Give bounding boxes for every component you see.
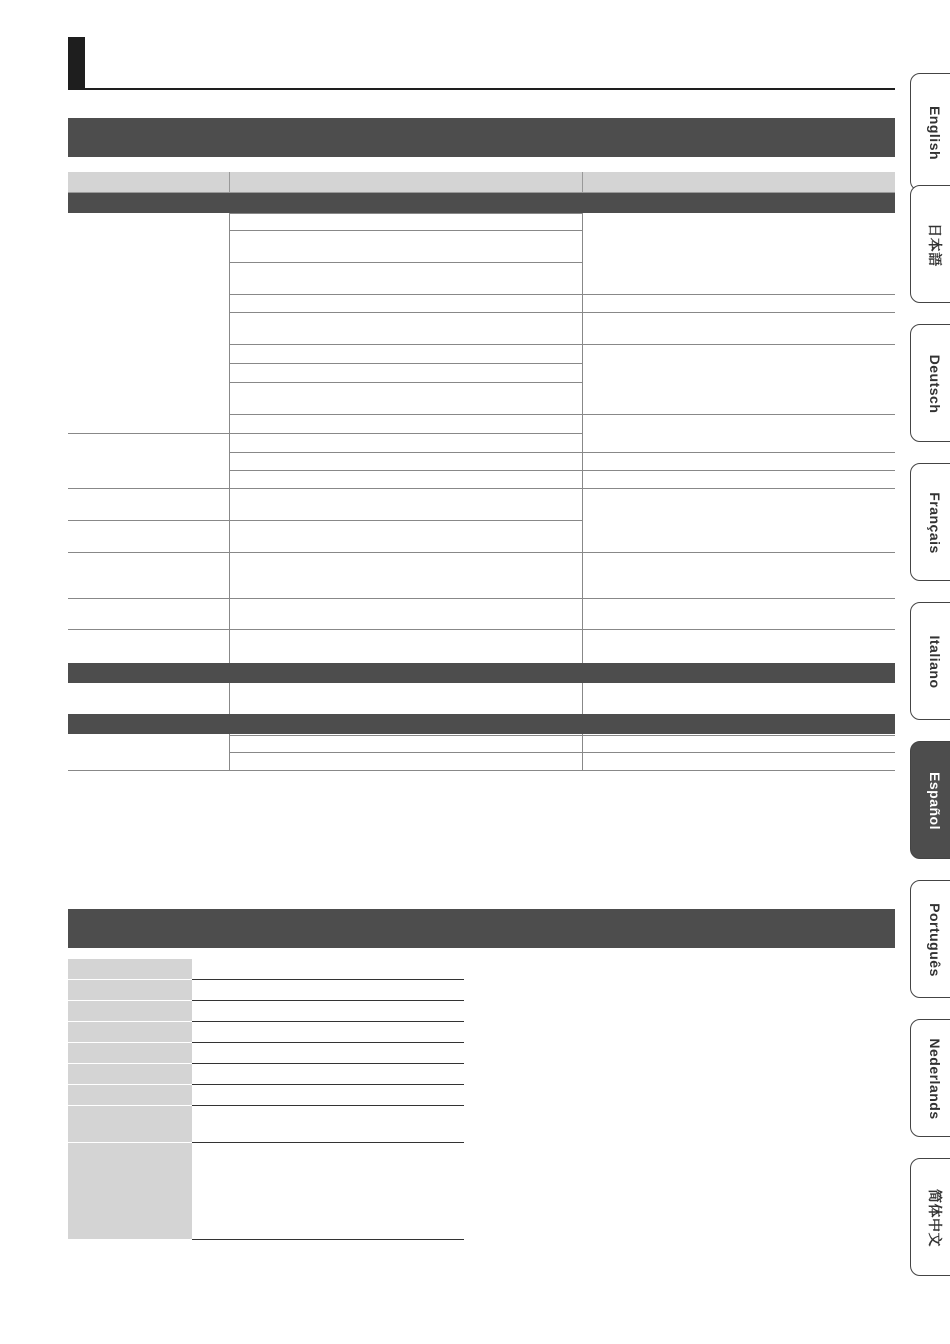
row-rule xyxy=(229,735,895,736)
row-rule xyxy=(68,433,582,434)
language-tab-italiano[interactable] xyxy=(910,602,950,720)
row-rule xyxy=(229,230,582,231)
spec-value-cell xyxy=(192,1022,464,1043)
language-tab-portugues[interactable] xyxy=(910,880,950,998)
language-tab-nederlands[interactable] xyxy=(910,1019,950,1137)
row-rule xyxy=(229,382,582,383)
spec-value-cell xyxy=(192,959,464,980)
spec-value-cell xyxy=(192,1001,464,1022)
row-rule xyxy=(229,452,895,453)
language-tab-label: 日本語 xyxy=(927,223,943,267)
language-tab-label: 简体中文 xyxy=(927,1189,943,1247)
row-rule xyxy=(229,213,582,214)
row-rule xyxy=(229,294,895,295)
row-rule xyxy=(229,312,895,313)
row-rule xyxy=(68,552,895,553)
specifications-table xyxy=(68,959,464,1239)
spec-label-cell xyxy=(68,980,192,1001)
language-tab-label: English xyxy=(927,105,943,161)
table-group-bar xyxy=(68,193,895,213)
language-tab-label: Deutsch xyxy=(927,354,943,414)
row-rule xyxy=(68,629,895,630)
row-rule xyxy=(68,520,582,521)
spec-value-cell xyxy=(192,980,464,1001)
table-header-cell xyxy=(68,172,230,192)
title-rule xyxy=(68,88,895,90)
language-tab-japanese[interactable] xyxy=(910,185,950,303)
spec-label-cell xyxy=(68,1106,192,1143)
language-tab-deutsch[interactable] xyxy=(910,324,950,442)
language-tab-label: Nederlands xyxy=(927,1038,943,1120)
spec-value-cell xyxy=(192,1143,464,1240)
spec-value-cell xyxy=(192,1043,464,1064)
language-tab-label: Español xyxy=(927,772,943,830)
section-bar-specifications xyxy=(68,909,895,948)
row-rule xyxy=(229,752,895,753)
spec-label-cell xyxy=(68,1143,192,1240)
column-divider xyxy=(229,683,230,714)
row-rule xyxy=(68,488,895,489)
spec-label-cell xyxy=(68,1001,192,1022)
table-group-bar xyxy=(68,714,895,734)
column-divider xyxy=(582,213,583,663)
row-rule xyxy=(229,344,895,345)
spec-label-cell xyxy=(68,1064,192,1085)
row-rule xyxy=(229,262,582,263)
row-rule xyxy=(229,470,895,471)
language-tab-label: Français xyxy=(927,492,943,554)
row-rule xyxy=(229,414,895,415)
title-marker xyxy=(68,37,85,89)
language-tab-chinese[interactable] xyxy=(910,1158,950,1276)
row-rule xyxy=(68,598,895,599)
row-rule xyxy=(229,363,582,364)
table-header-cell xyxy=(582,172,894,192)
spec-label-cell xyxy=(68,1043,192,1064)
language-tab-label: Português xyxy=(927,903,943,977)
column-divider xyxy=(582,683,583,714)
language-tab-espanol[interactable] xyxy=(910,741,950,859)
spec-value-cell xyxy=(192,1106,464,1143)
spec-value-cell xyxy=(192,1085,464,1106)
spec-label-cell xyxy=(68,959,192,980)
table-header-row xyxy=(68,172,895,193)
section-bar-troubleshooting xyxy=(68,118,895,157)
language-tab-francais[interactable] xyxy=(910,463,950,581)
column-divider xyxy=(229,213,230,663)
language-tab-english[interactable] xyxy=(910,73,950,191)
spec-value-cell xyxy=(192,1064,464,1085)
row-rule xyxy=(68,770,895,771)
spec-label-cell xyxy=(68,1085,192,1106)
table-header-cell xyxy=(229,172,583,192)
spec-label-cell xyxy=(68,1022,192,1043)
table-group-bar xyxy=(68,663,895,683)
language-tab-label: Italiano xyxy=(927,635,943,689)
